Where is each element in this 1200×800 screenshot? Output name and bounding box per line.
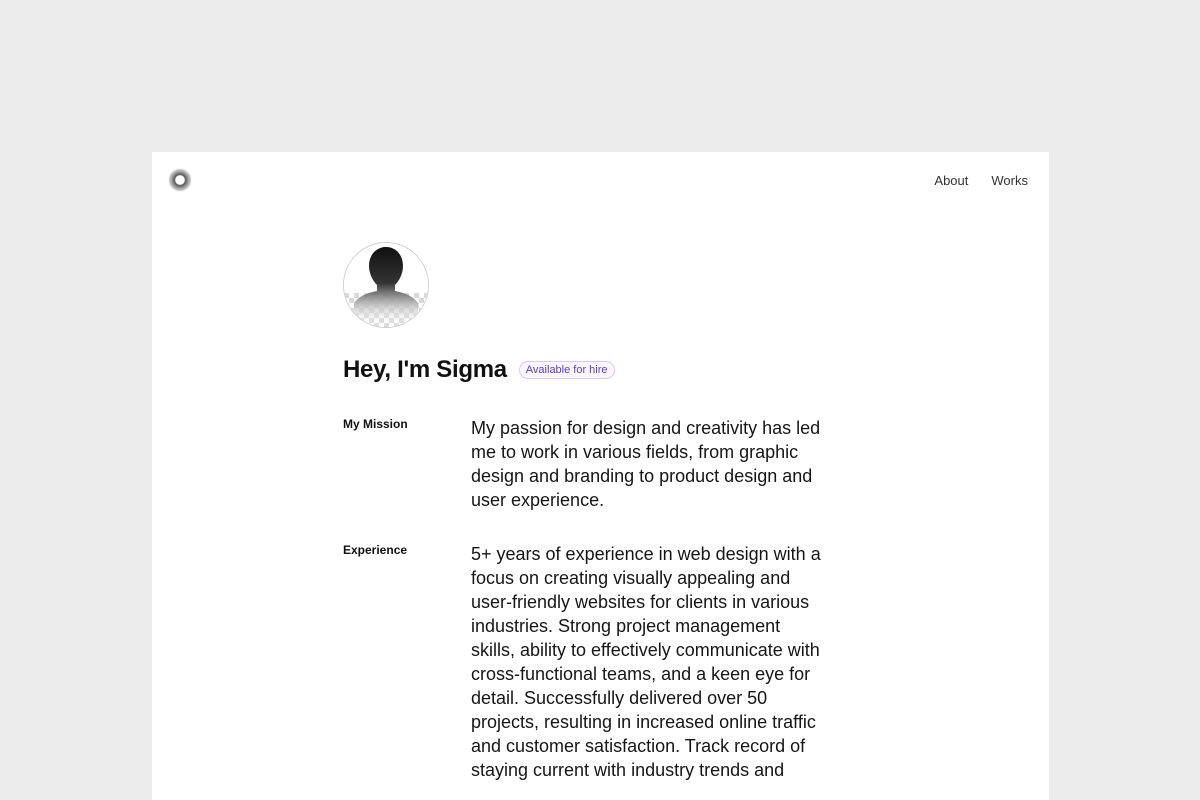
page-title: Hey, I'm Sigma xyxy=(343,356,507,383)
mission-label: My Mission xyxy=(343,417,408,431)
nav-link-works[interactable]: Works xyxy=(991,173,1028,188)
avatar-silhouette-icon xyxy=(344,243,428,327)
logo-icon[interactable] xyxy=(169,169,191,191)
intro-heading xyxy=(343,356,615,384)
availability-badge: Available for hire xyxy=(519,361,615,379)
experience-text: 5+ years of experience in web design with a focus on creating visually appealing and user-friendly websites for clients in various industries. Strong project management skills, ability to effectively communicate with cross-functional teams, and a keen eye for detail. Successfully delivered over 50 projects, resulting in increased online traffic and customer satisfaction. Track record of staying current with industry trends and xyxy=(471,544,821,780)
mission-text: My passion for design and creativity has led me to work in various fields, from graphic design and branding to product design and user experience. xyxy=(471,418,821,510)
top-nav xyxy=(934,173,1028,188)
nav-link-about[interactable]: About xyxy=(934,173,969,188)
experience-label: Experience xyxy=(343,543,408,557)
portfolio-page xyxy=(152,152,1049,800)
avatar xyxy=(343,242,429,328)
